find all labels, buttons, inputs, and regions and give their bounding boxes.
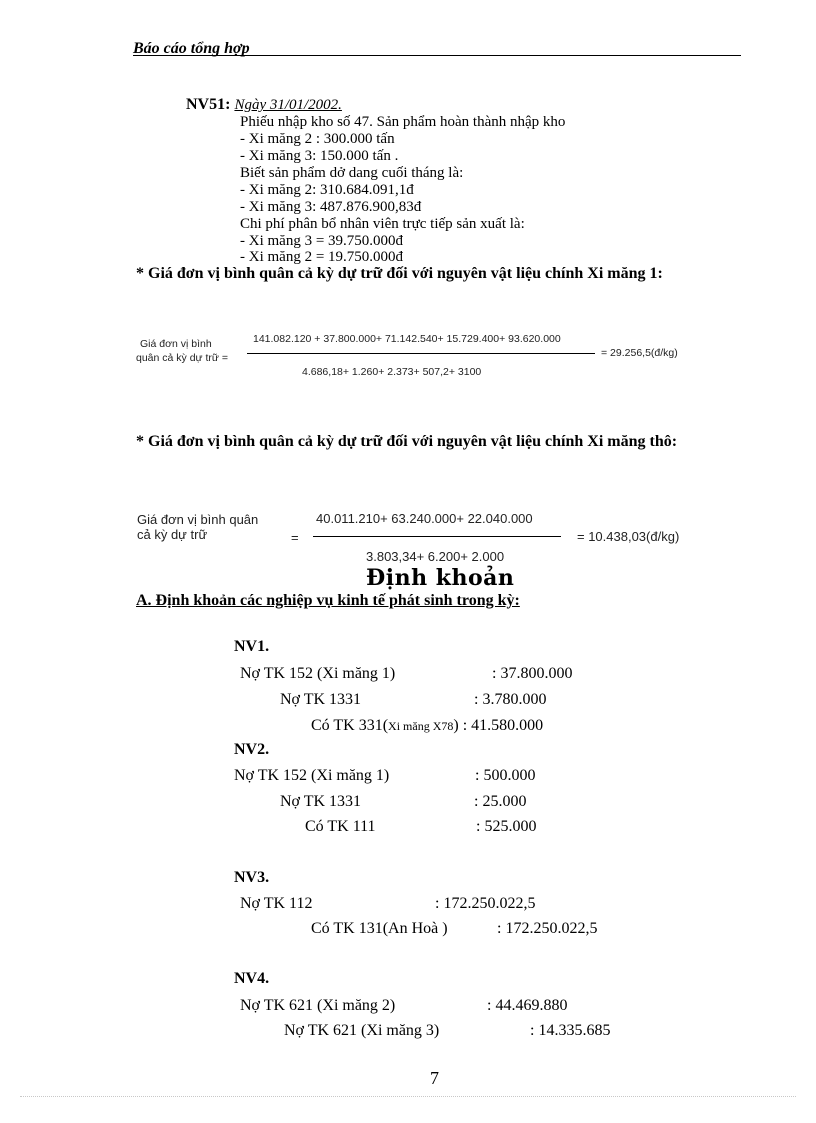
formula2-label-line1: Giá đơn vị bình quân bbox=[137, 512, 259, 527]
nv2-credit-value: : 525.000 bbox=[476, 818, 537, 835]
nv3-debit-label: Nợ TK 112 bbox=[240, 895, 313, 912]
nv4-debit1-value: : 44.469.880 bbox=[487, 997, 568, 1014]
page-number: 7 bbox=[430, 1068, 439, 1088]
nv2-debit-value: : 500.000 bbox=[475, 767, 536, 784]
nv3-credit-value: : 172.250.022,5 bbox=[497, 920, 598, 937]
formula1-result: = 29.256,5(đ/kg) bbox=[601, 347, 678, 359]
nv51-line: - Xi măng 3: 487.876.900,83đ bbox=[240, 199, 422, 215]
nv1-debit-value: : 37.800.000 bbox=[492, 665, 573, 682]
nv4-title: NV4. bbox=[234, 970, 270, 987]
nv2-title: NV2. bbox=[234, 741, 270, 758]
nv3-credit-label: Có TK 131(An Hoà ) bbox=[311, 920, 448, 937]
nv51-line: - Xi măng 3 = 39.750.000đ bbox=[240, 233, 404, 249]
nv4-debit1-label: Nợ TK 621 (Xi măng 2) bbox=[240, 997, 396, 1014]
formula2-result: = 10.438,03(đ/kg) bbox=[577, 529, 680, 544]
nv2-vat-label: Nợ TK 1331 bbox=[280, 793, 362, 810]
header-rule bbox=[133, 55, 741, 56]
nv1-credit-supplier: Xi măng X78 bbox=[388, 719, 454, 733]
nv1-credit-value: ) : 41.580.000 bbox=[453, 717, 544, 734]
nv4-debit2-value: : 14.335.685 bbox=[530, 1022, 611, 1039]
nv2-debit-label: Nợ TK 152 (Xi măng 1) bbox=[234, 767, 390, 784]
formula1-heading: * Giá đơn vị bình quân cả kỳ dự trữ đối với nguyên vật liệu chính Xi măng 1: bbox=[136, 265, 663, 282]
nv1-vat-value: : 3.780.000 bbox=[474, 691, 547, 708]
nv51-label: NV51: bbox=[186, 96, 231, 113]
nv51-line: - Xi măng 2: 310.684.091,1đ bbox=[240, 182, 414, 198]
nv1-credit-label: Có TK 331( bbox=[311, 717, 389, 734]
nv1-title: NV1. bbox=[234, 638, 270, 655]
nv51-line: - Xi măng 2 : 300.000 tấn bbox=[240, 131, 395, 147]
nv1-vat-label: Nợ TK 1331 bbox=[280, 691, 362, 708]
formula1-denominator: 4.686,18+ 1.260+ 2.373+ 507,2+ 3100 bbox=[302, 366, 482, 378]
formula1-fraction-bar bbox=[247, 353, 595, 354]
nv51-heading bbox=[186, 96, 342, 114]
formula2-equals: = bbox=[291, 530, 299, 545]
nv51-line: - Xi măng 3: 150.000 tấn . bbox=[240, 148, 399, 164]
nv51-line: Phiếu nhập kho số 47. Sản phẩm hoàn thành nhập kho bbox=[240, 114, 566, 130]
footer-dotted-rule bbox=[20, 1096, 796, 1097]
nv51-line: Chi phí phân bổ nhân viên trực tiếp sản xuất là: bbox=[240, 216, 525, 232]
nv3-debit-value: : 172.250.022,5 bbox=[435, 895, 536, 912]
formula2-label-line2: cả kỳ dự trữ bbox=[137, 527, 208, 542]
formula2-heading: * Giá đơn vị bình quân cả kỳ dự trữ đối với nguyên vật liệu chính Xi măng thô: bbox=[136, 433, 678, 450]
nv1-debit-label: Nợ TK 152 (Xi măng 1) bbox=[240, 665, 396, 682]
nv2-credit-label: Có TK 111 bbox=[305, 818, 376, 835]
nv2-vat-value: : 25.000 bbox=[474, 793, 527, 810]
nv51-line: - Xi măng 2 = 19.750.000đ bbox=[240, 249, 404, 265]
formula1-numerator: 141.082.120 + 37.800.000+ 71.142.540+ 15.729.400+ 93.620.000 bbox=[253, 333, 561, 345]
section-title: Định khoản bbox=[366, 565, 515, 591]
nv51-date: Ngày 31/01/2002. bbox=[234, 97, 342, 113]
nv51-line: Biết sản phẩm dở dang cuối tháng là: bbox=[240, 165, 464, 181]
nv1-credit-line bbox=[311, 717, 543, 735]
formula2-fraction-bar bbox=[313, 536, 561, 537]
formula1-label-line1: Giá đơn vị bình bbox=[140, 338, 212, 350]
nv3-title: NV3. bbox=[234, 869, 270, 886]
nv4-debit2-label: Nợ TK 621 (Xi măng 3) bbox=[284, 1022, 440, 1039]
formula2-numerator: 40.011.210+ 63.240.000+ 22.040.000 bbox=[316, 511, 533, 526]
formula2-denominator: 3.803,34+ 6.200+ 2.000 bbox=[366, 549, 505, 564]
header-title: Báo cáo tổng hợp bbox=[133, 40, 250, 57]
section-subtitle: A. Định khoản các nghiệp vụ kinh tế phát sinh trong kỳ: bbox=[136, 592, 520, 609]
formula1-label-line2: quân cả kỳ dự trữ = bbox=[136, 352, 228, 364]
